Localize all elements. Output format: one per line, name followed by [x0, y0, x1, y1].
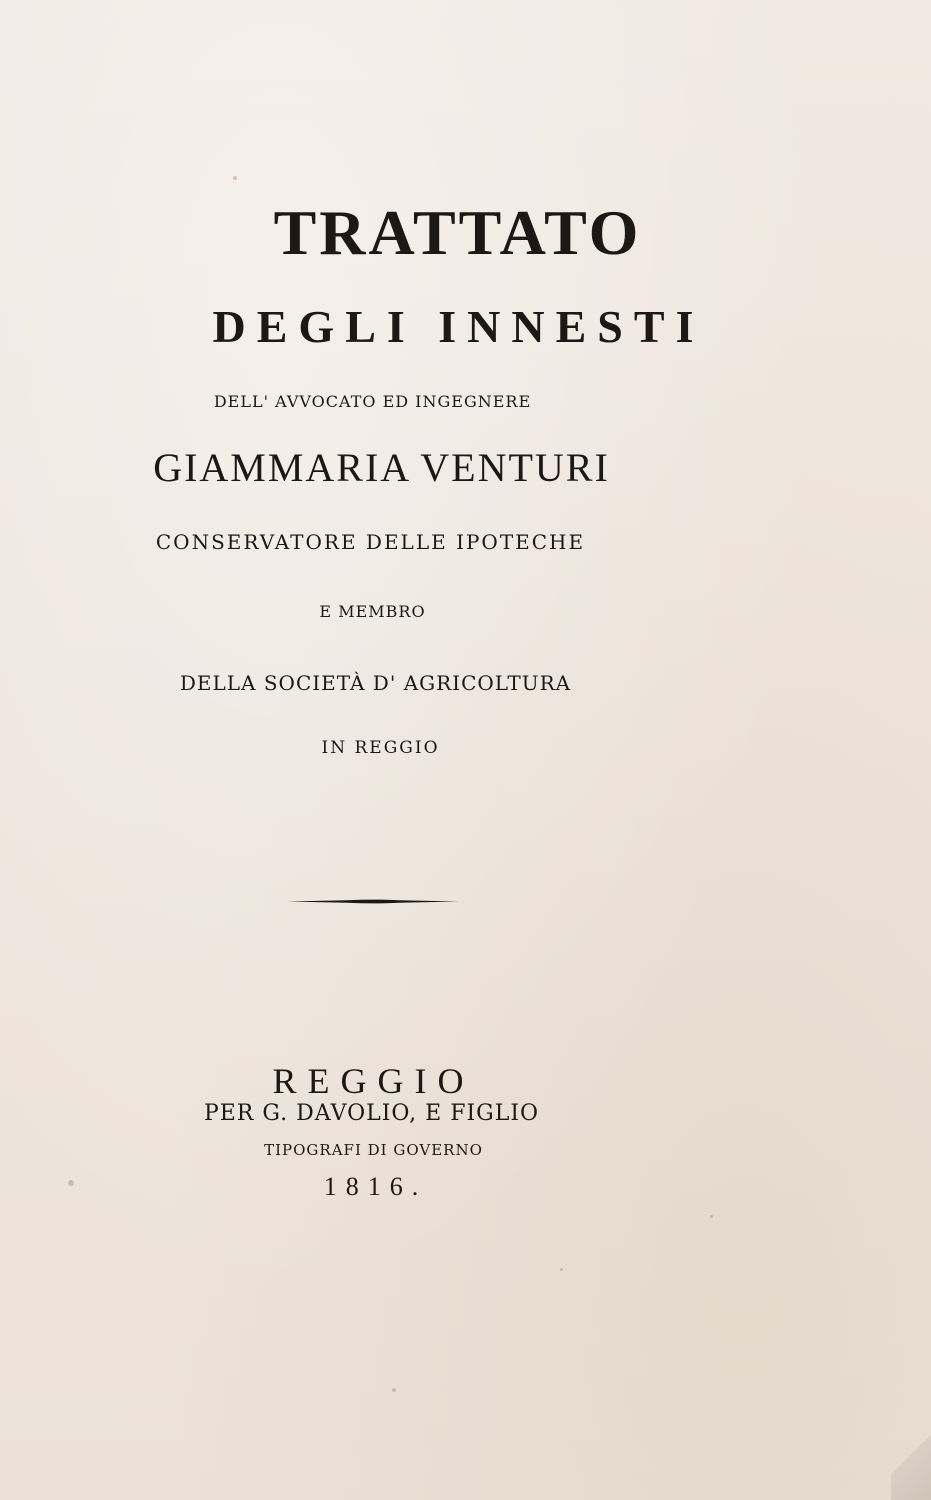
page-corner-wear	[891, 1430, 931, 1500]
book-subtitle: DEGLI INNESTI	[212, 301, 705, 352]
author-prefix: DELL' AVVOCATO ED INGEGNERE	[213, 392, 532, 411]
foxing-spot	[710, 1215, 713, 1218]
imprint-city: REGGIO	[272, 1061, 475, 1101]
foxing-spot	[68, 1180, 74, 1186]
foxing-spot	[392, 1388, 396, 1392]
member-line: E MEMBRO	[319, 602, 426, 621]
imprint-year: 1816.	[323, 1172, 428, 1201]
foxing-spot	[233, 176, 237, 180]
ornamental-rule	[287, 899, 459, 904]
author-name: GIAMMARIA VENTURI	[153, 445, 610, 490]
society-city: IN REGGIO	[321, 738, 440, 758]
society-name: DELLA SOCIETÀ D' AGRICOLTURA	[179, 671, 572, 695]
author-role: CONSERVATORE DELLE IPOTECHE	[155, 530, 586, 554]
imprint-printer-title: TIPOGRAFI DI GOVERNO	[264, 1141, 483, 1159]
imprint-printer: PER G. DAVOLIO, E FIGLIO	[203, 1101, 540, 1126]
book-title: TRATTATO	[273, 197, 642, 268]
foxing-spot	[560, 1268, 563, 1271]
